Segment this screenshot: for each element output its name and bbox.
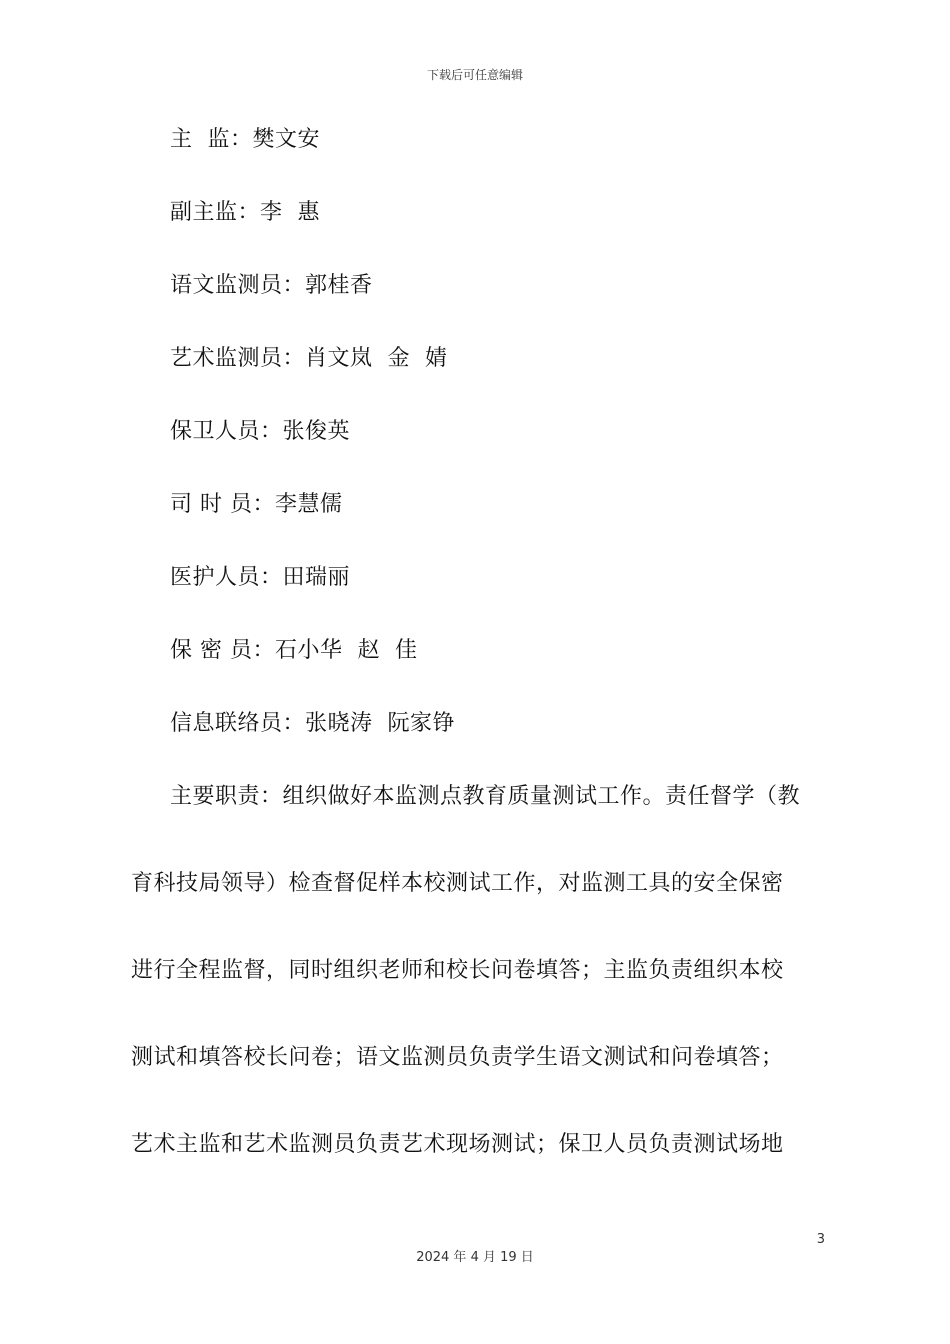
header-note: 下载后可任意编辑: [426, 68, 523, 82]
roster-line-chinese-monitor: 语文监测员：郭桂香: [170, 273, 373, 298]
paragraph-line: 测试和填答校长问卷；语文监测员负责学生语文测试和问卷填答；: [131, 1045, 784, 1070]
paragraph-line: 进行全程监督，同时组织老师和校长问卷填答；主监负责组织本校: [131, 958, 784, 983]
roster-line-security: 保卫人员：张俊英: [170, 419, 351, 444]
roster-line-confidentiality: 保 密 员：石小华 赵 佳: [170, 638, 418, 663]
roster-line-medical: 医护人员：田瑞丽: [170, 565, 351, 590]
roster-line-timekeeper: 司 时 员：李慧儒: [170, 492, 343, 517]
roster-line-art-monitors: 艺术监测员：肖文岚 金 婧: [170, 346, 448, 371]
page-number: 3: [816, 1232, 825, 1247]
roster-line-liaison: 信息联络员：张晓涛 阮家铮: [170, 711, 455, 736]
paragraph-line: 主要职责：组织做好本监测点教育质量测试工作。责任督学（教: [170, 784, 801, 809]
paragraph-line: 育科技局领导）检查督促样本校测试工作，对监测工具的安全保密: [131, 871, 784, 896]
roster-line-chief-supervisor: 主 监：樊文安: [170, 127, 320, 152]
paragraph-line: 艺术主监和艺术监测员负责艺术现场测试；保卫人员负责测试场地: [131, 1132, 784, 1157]
roster-line-deputy-supervisor: 副主监：李 惠: [170, 200, 320, 225]
footer-date: 2024 年 4 月 19 日: [416, 1250, 534, 1265]
